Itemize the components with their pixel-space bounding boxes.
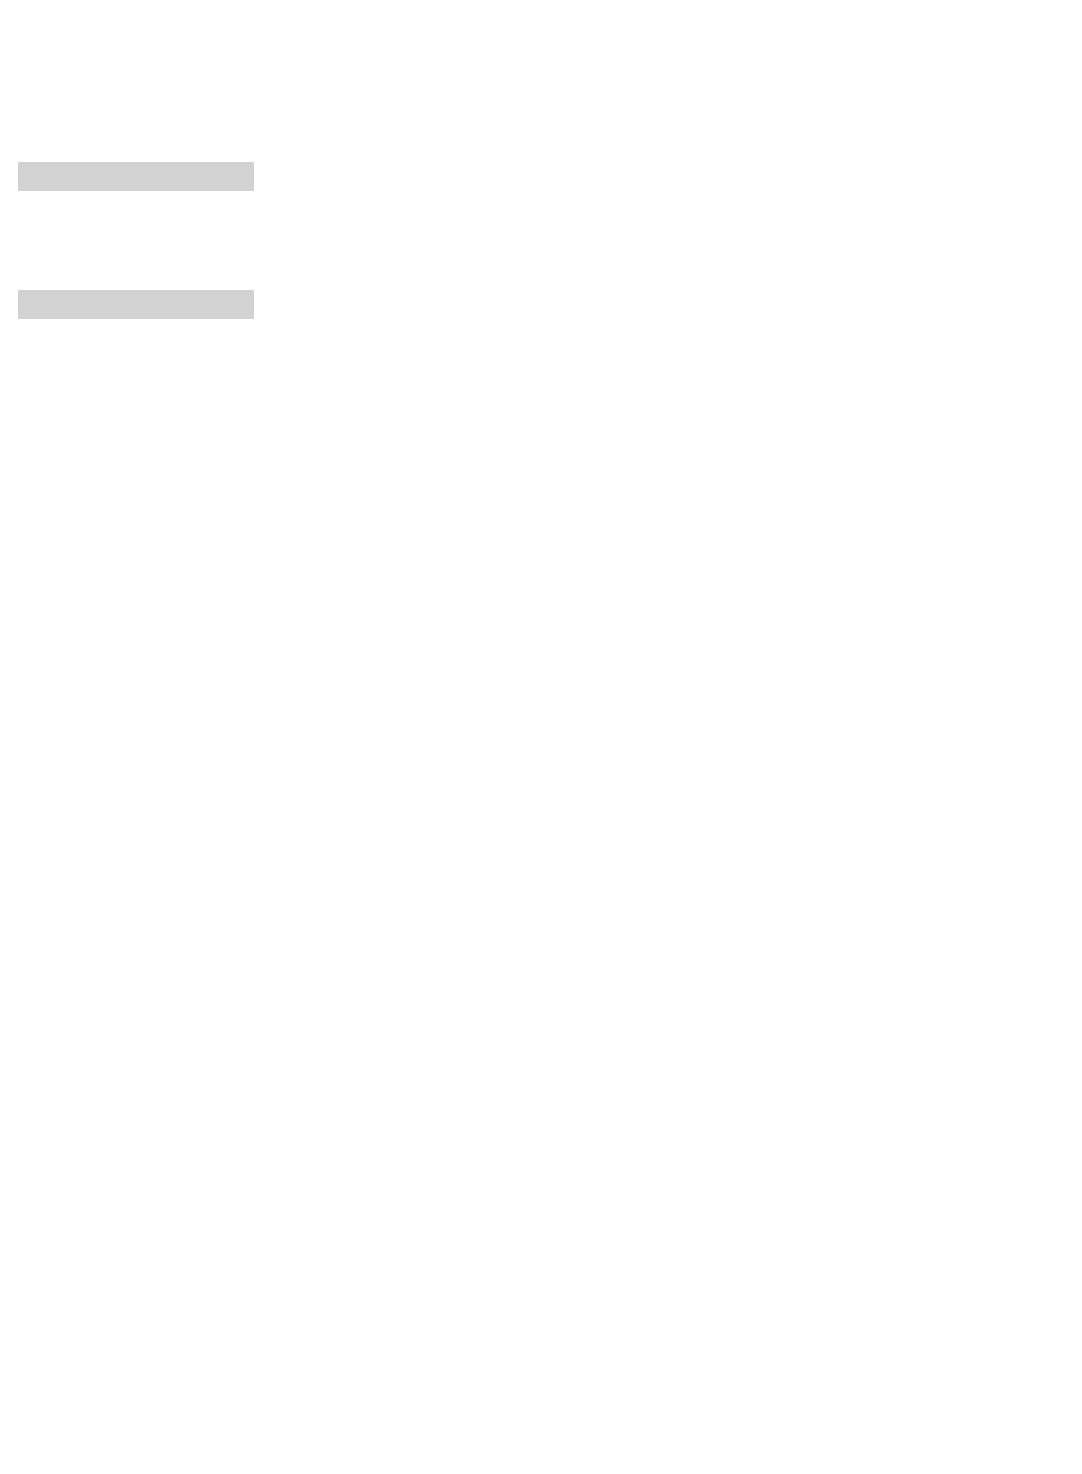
- section-box-stats: [18, 290, 254, 319]
- section-box-special: [18, 162, 254, 191]
- page-title-cn: [0, 6, 1082, 39]
